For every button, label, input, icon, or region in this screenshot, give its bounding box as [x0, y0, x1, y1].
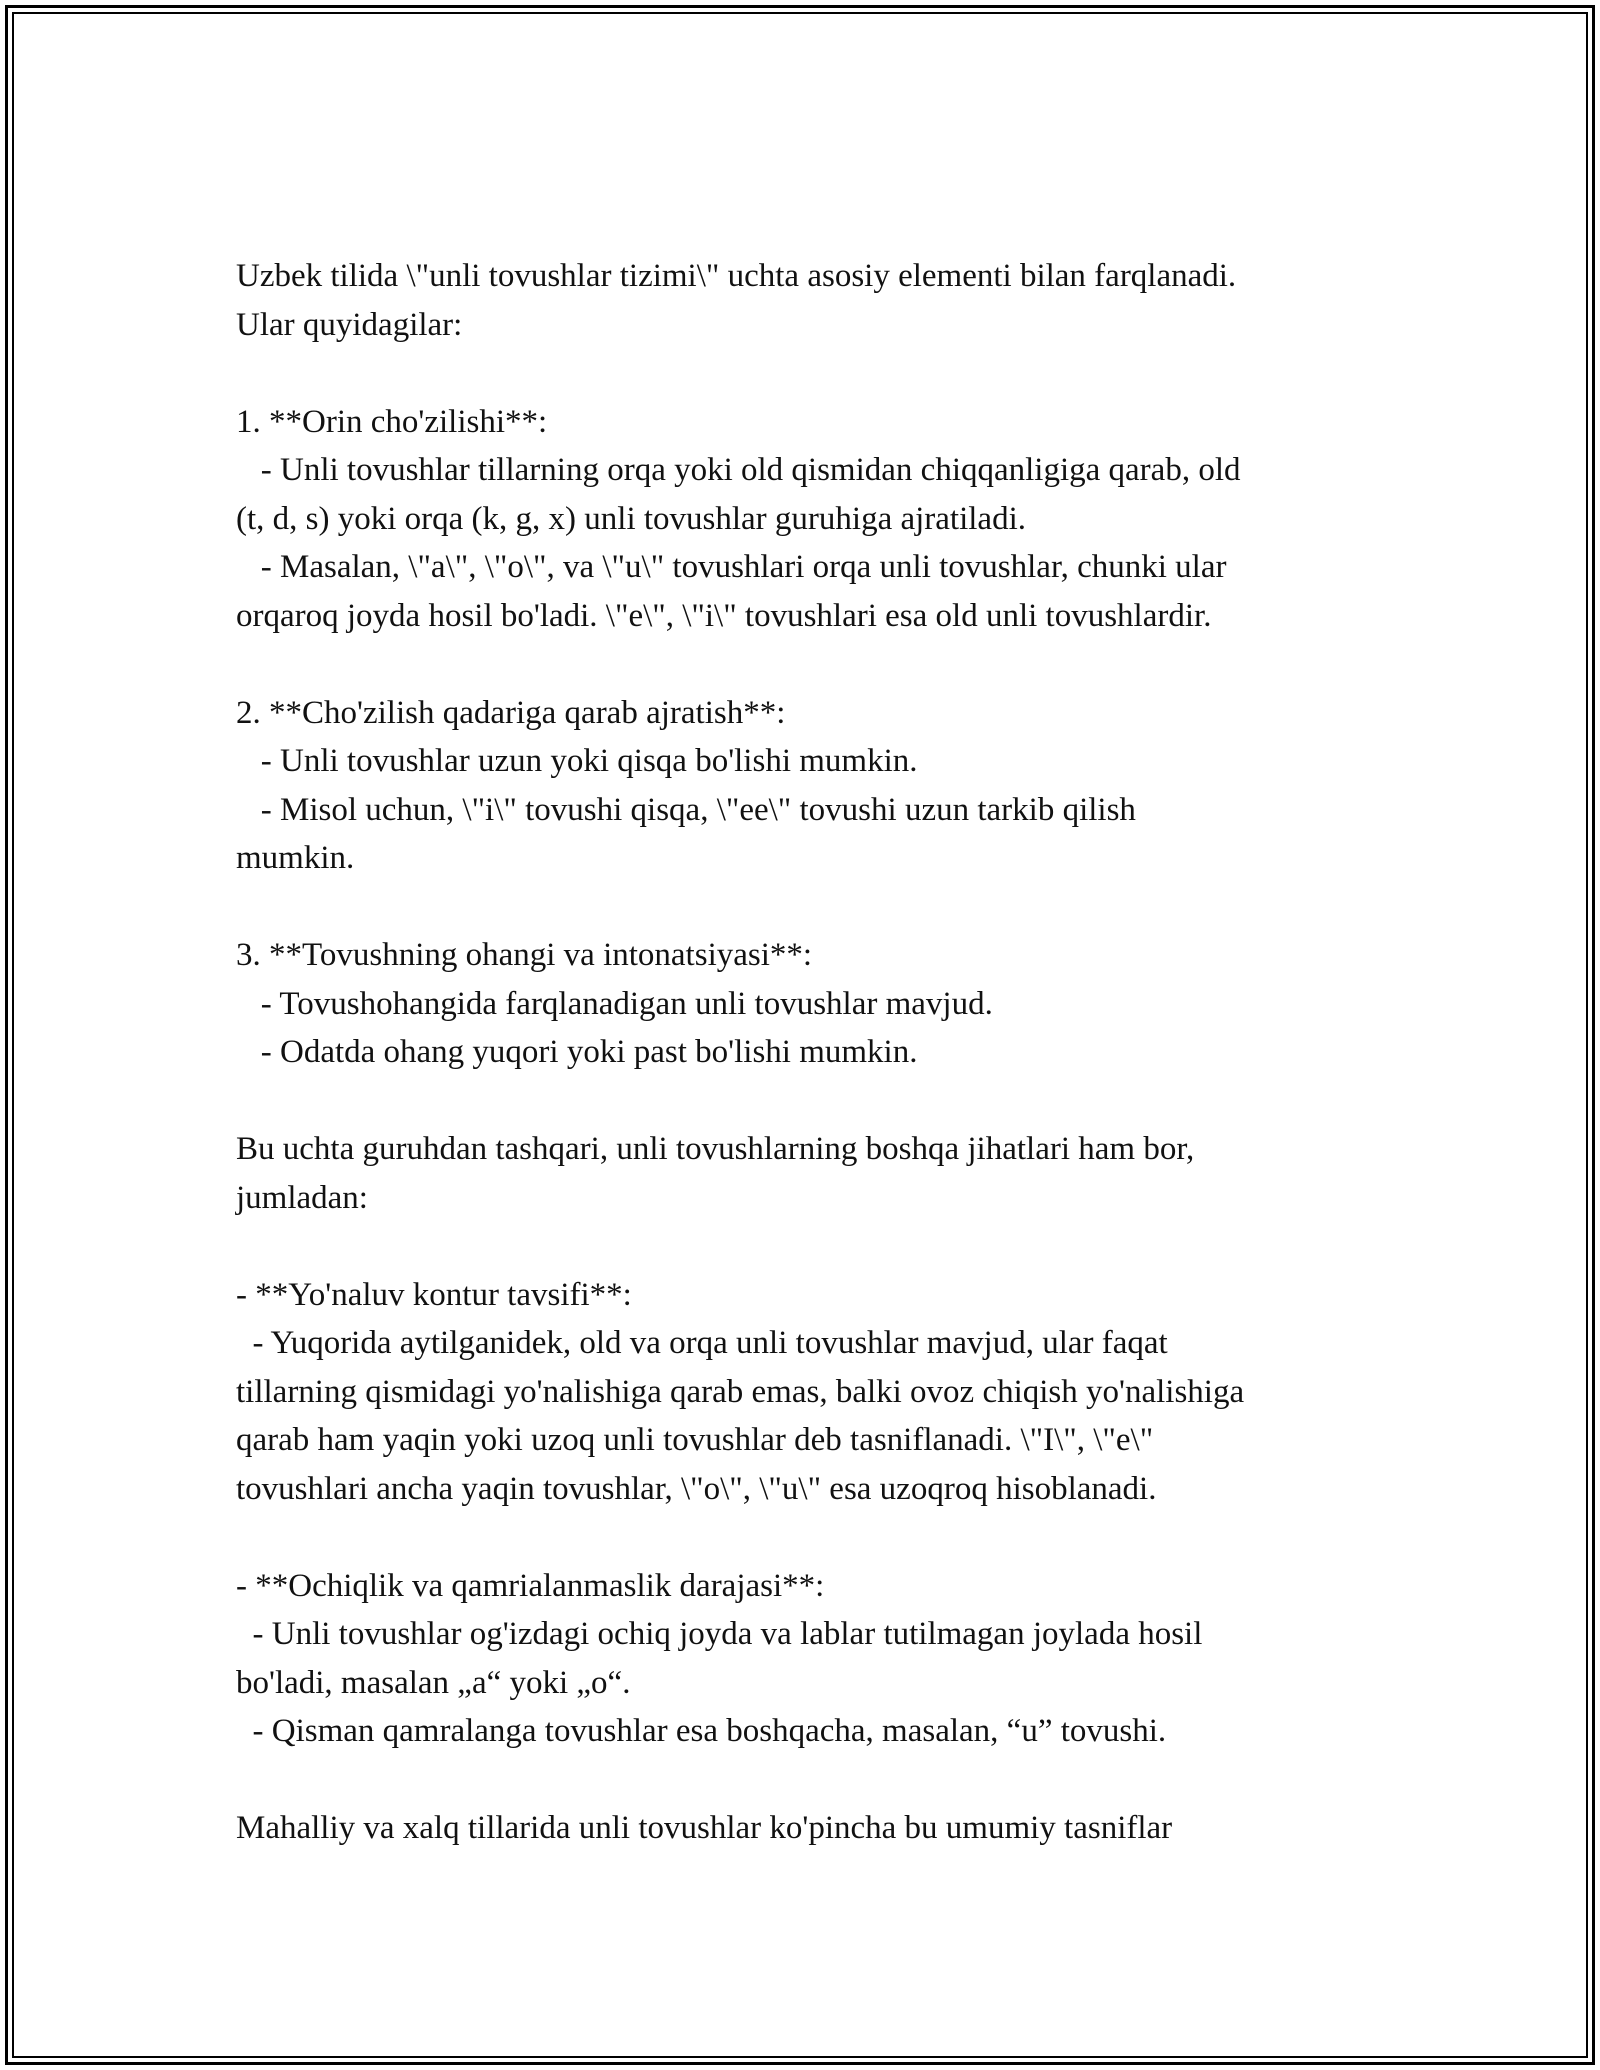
section-heading: 2. **Cho'zilish qadariga qarab ajratish**: [236, 694, 786, 731]
section-heading: - **Ochiqlik va qamrialanmaslik darajasi**: [236, 1567, 825, 1604]
text-line: - Unli tovushlar tillarning orqa yoki old qismidan chiqqanligiga qarab, old [236, 452, 1241, 488]
paragraph-gap [236, 1222, 1364, 1271]
document-body [236, 252, 1364, 1853]
text-line: - Qisman qamralanga tovushlar esa boshqacha, masalan, “u” tovushi. [236, 1713, 1167, 1749]
section-heading: 1. **Orin cho'zilishi**: [236, 403, 548, 440]
text-line: - Unli tovushlar uzun yoki qisqa bo'lishi mumkin. [236, 743, 918, 779]
text-line: jumladan: [236, 1179, 368, 1216]
text-line: orqaroq joyda hosil bo'ladi. \"e\", \"i\" tovushlari esa old unli tovushlardir. [236, 597, 1212, 634]
text-line: - Odatda ohang yuqori yoki past bo'lishi mumkin. [236, 1034, 918, 1070]
paragraph-gap [236, 883, 1364, 932]
text-line: mumkin. [236, 840, 355, 876]
text-line: tovushlari ancha yaqin tovushlar, \"o\", \"u\" esa uzoqroq hisoblanadi. [236, 1470, 1157, 1507]
paragraph-gap [236, 640, 1364, 689]
paragraph-gap [236, 1756, 1364, 1805]
text-line: Uzbek tilida \"unli tovushlar tizimi\" uchta asosiy elementi bilan farqlanadi. [236, 258, 1237, 294]
text-line: - Unli tovushlar og'izdagi ochiq joyda va lablar tutilmagan joylada hosil [236, 1616, 1203, 1652]
paragraph-gap [236, 349, 1364, 398]
text-line: (t, d, s) yoki orqa (k, g, x) unli tovushlar guruhiga ajratiladi. [236, 500, 1027, 537]
text-line: Mahalliy va xalq tillarida unli tovushlar ko'pincha bu umumiy tasniflar [236, 1810, 1173, 1846]
paragraph-gap [236, 1513, 1364, 1562]
text-line: qarab ham yaqin yoki uzoq unli tovushlar deb tasniflanadi. \"I\", \"e\" [236, 1422, 1154, 1458]
paragraph-gap [236, 1077, 1364, 1126]
text-line: - Misol uchun, \"i\" tovushi qisqa, \"ee\" tovushi uzun tarkib qilish [236, 791, 1136, 828]
text-line: tillarning qismidagi yo'nalishiga qarab emas, balki ovoz chiqish yo'nalishiga [236, 1373, 1245, 1410]
text-line: - Yuqorida aytilganidek, old va orqa unli tovushlar mavjud, ular faqat [236, 1325, 1168, 1361]
text-line: - Tovushohangida farqlanadigan unli tovushlar mavjud. [236, 985, 993, 1022]
text-line: - Masalan, \"a\", \"o\", va \"u\" tovushlari orqa unli tovushlar, chunki ular [236, 549, 1227, 585]
section-heading: 3. **Tovushning ohangi va intonatsiyasi**: [236, 937, 813, 973]
text-line: bo'ladi, masalan „a“ yoki „o“. [236, 1664, 631, 1701]
section-heading: - **Yo'naluv kontur tavsifi**: [236, 1276, 632, 1313]
text-line: Bu uchta guruhdan tashqari, unli tovushlarning boshqa jihatlari ham bor, [236, 1131, 1195, 1167]
text-line: Ular quyidagilar: [236, 306, 463, 343]
